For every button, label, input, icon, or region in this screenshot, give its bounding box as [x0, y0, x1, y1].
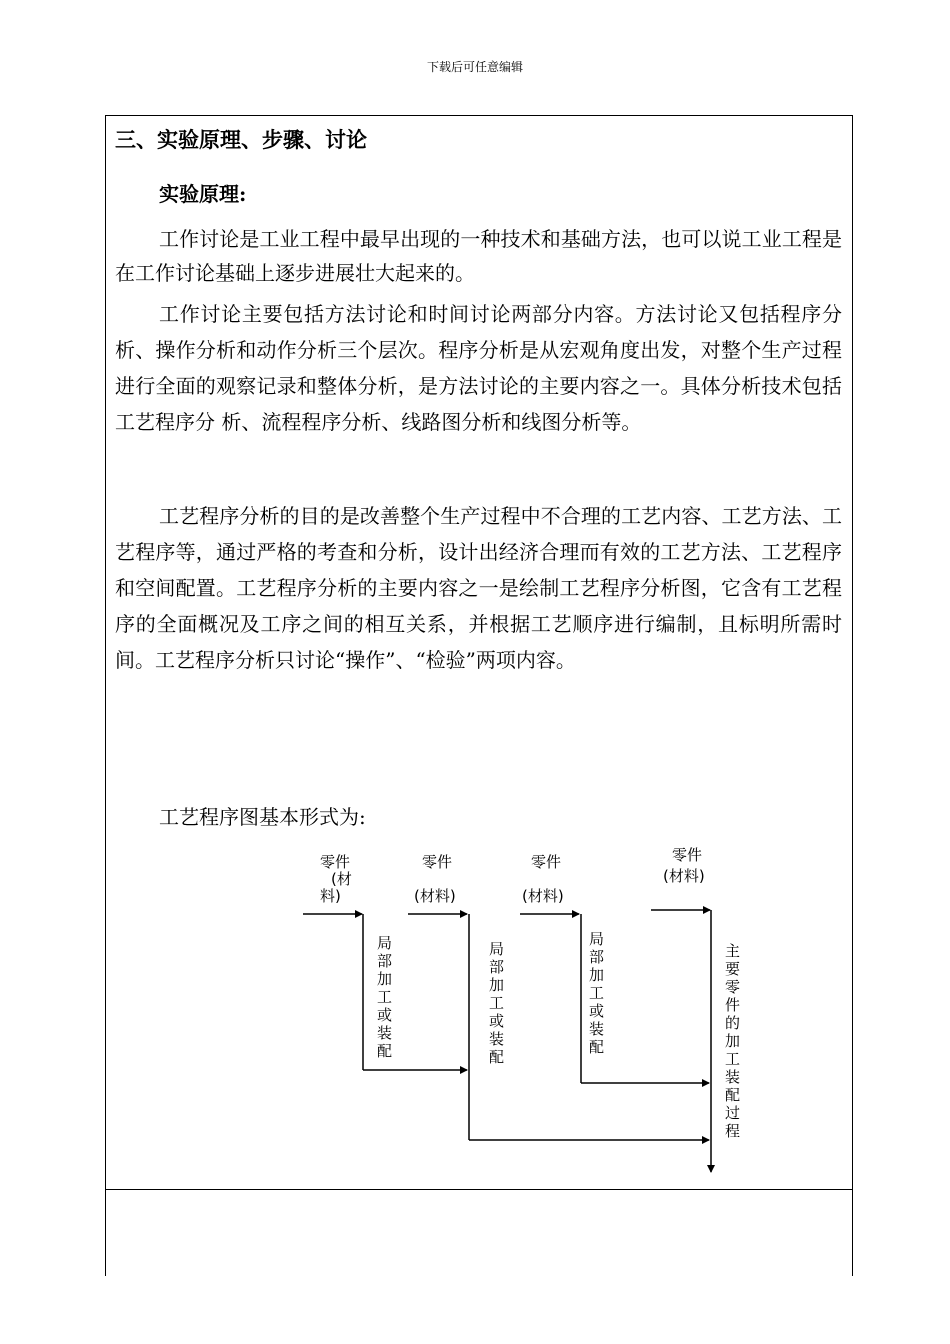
input-label: 零件 — [320, 853, 351, 871]
input-label: (材料) — [663, 867, 705, 885]
process-label: 局部加工或装配 — [589, 930, 605, 1056]
input-label: 料) — [320, 887, 341, 905]
paragraph: 工作讨论是工业工程中最早出现的一种技术和基础方法，也可以说工业工程是在工作讨论基础上逐步进展壮大起来的。 — [115, 227, 842, 285]
input-label: 零件 — [672, 846, 703, 864]
input-label: (材 — [331, 870, 352, 888]
diagram-intro: 工艺程序图基本形式为: — [159, 805, 366, 829]
input-label: (材料) — [522, 887, 564, 905]
process-label: 局部加工或装配 — [489, 940, 505, 1066]
paragraph: 工艺程序分析的目的是改善整个生产过程中不合理的工艺内容、工艺方法、工艺程序等，通过严格的考查和分析，设计出经济合理而有效的工艺方法、工艺程序和空间配置。工艺程序分析的主要内容之一是绘制工艺程序分析图，它含有工艺程序的全面概况及工序之间的相互关系，并根据工艺顺序进行编制，且标明所需时间。工艺程序分析只讨论“操作”、“检验”两项内容。 — [115, 504, 842, 672]
input-label: (材料) — [414, 887, 456, 905]
section-title: 三、实验原理、步骤、讨论 — [115, 127, 367, 152]
subtitle: 实验原理: — [159, 182, 247, 206]
input-label: 零件 — [531, 853, 562, 871]
header-note: 下载后可任意编辑 — [426, 60, 523, 74]
paragraph: 工作讨论主要包括方法讨论和时间讨论两部分内容。方法讨论又包括程序分析、操作分析和动作分析三个层次。程序分析是从宏观角度出发，对整个生产过程进行全面的观察记录和整体分析，是方法讨论的主要内容之一。具体分析技术包括工艺程序分 析、流程程序分析、线路图分析和线图分析等。 — [115, 302, 842, 434]
main-process-label: 主要零件的加工装配过程 — [725, 942, 741, 1140]
process-label: 局部加工或装配 — [377, 934, 393, 1060]
input-label: 零件 — [422, 853, 453, 871]
